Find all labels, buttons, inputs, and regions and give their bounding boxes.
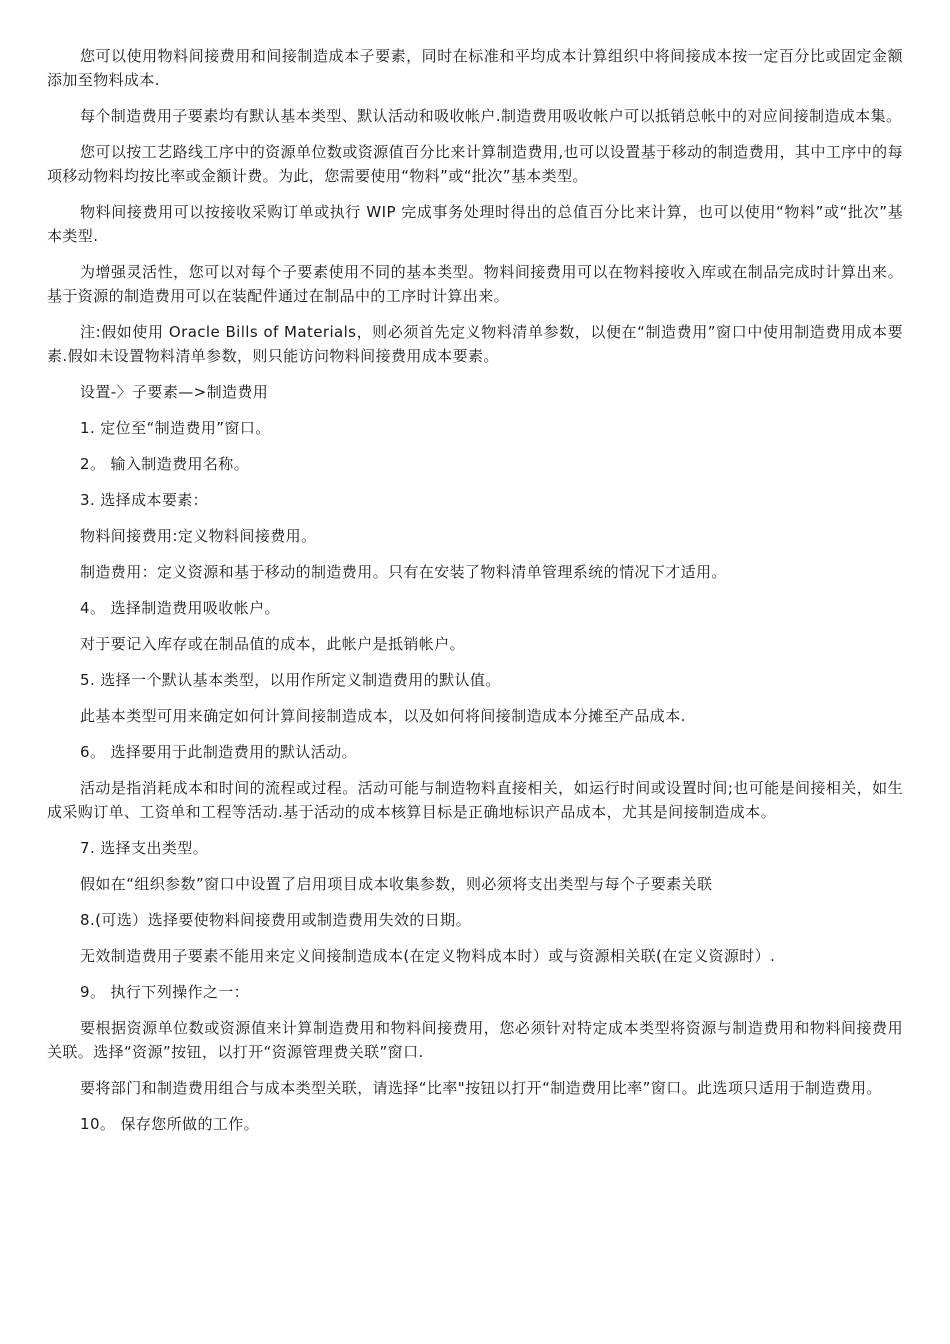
note-paragraph: 注:假如使用 Oracle Bills of Materials，则必须首先定义物料清单参数，以便在“制造费用”窗口中使用制造费用成本要素.假如未设置物料清单参数，则只能访问物料间接费用成本要素。 [47,323,903,365]
step-6-detail: 活动是指消耗成本和时间的流程或过程。活动可能与制造物料直接相关，如运行时间或设置时间;也可能是间接相关，如生成采购订单、工资单和工程等活动.基于活动的成本核算目标是正确地标识产品成本，尤其是间接制造成本。 [47,779,903,821]
menu-path: 设置-〉子要素—>制造费用 [80,383,269,401]
step-9-option-rates: 要将部门和制造费用组合与成本类型关联，请选择“比率"按钮以打开“制造费用比率”窗口。此选项只适用于制造费用。 [80,1079,882,1097]
step-2: 2。 输入制造费用名称。 [80,455,250,473]
paragraph: 物料间接费用可以按接收采购订单或执行 WIP 完成事务处理时得出的总值百分比来计算，也可以使用“物料”或“批次”基本类型. [47,203,903,245]
step-3-option-material-overhead: 物料间接费用:定义物料间接费用。 [80,527,317,545]
paragraph: 每个制造费用子要素均有默认基本类型、默认活动和吸收帐户.制造费用吸收帐户可以抵销总帐中的对应间接制造成本集。 [80,107,902,125]
step-6: 6。 选择要用于此制造费用的默认活动。 [80,743,357,761]
step-9-option-resources: 要根据资源单位数或资源值来计算制造费用和物料间接费用，您必须针对特定成本类型将资源与制造费用和物料间接费用关联。选择“资源”按钮，以打开“资源管理费关联”窗口. [47,1019,903,1061]
step-7-detail: 假如在“组织参数”窗口中设置了启用项目成本收集参数，则必须将支出类型与每个子要素关联 [80,875,713,893]
paragraph: 您可以使用物料间接费用和间接制造成本子要素，同时在标准和平均成本计算组织中将间接成本按一定百分比或固定金额添加至物料成本. [47,47,903,89]
step-8: 8.(可选）选择要使物料间接费用或制造费用失效的日期。 [80,911,471,929]
document-body [47,44,903,1148]
step-8-detail: 无效制造费用子要素不能用来定义间接制造成本(在定义物料成本时）或与资源相关联(在定义资源时）. [80,947,776,965]
step-3-option-overhead: 制造费用：定义资源和基于移动的制造费用。只有在安装了物料清单管理系统的情况下才适用。 [80,563,727,581]
paragraph: 您可以按工艺路线工序中的资源单位数或资源值百分比来计算制造费用,也可以设置基于移动的制造费用，其中工序中的每项移动物料均按比率或金额计费。为此，您需要使用“物料”或“批次”基本类型。 [47,143,903,185]
step-5: 5. 选择一个默认基本类型，以用作所定义制造费用的默认值。 [80,671,501,689]
step-5-detail: 此基本类型可用来确定如何计算间接制造成本，以及如何将间接制造成本分摊至产品成本. [80,707,686,725]
step-4-detail: 对于要记入库存或在制品值的成本，此帐户是抵销帐户。 [80,635,466,653]
step-4: 4。 选择制造费用吸收帐户。 [80,599,280,617]
paragraph: 为增强灵活性，您可以对每个子要素使用不同的基本类型。物料间接费用可以在物料接收入库或在制品完成时计算出来。基于资源的制造费用可以在装配件通过在制品中的工序时计算出来。 [47,263,903,305]
step-7: 7. 选择支出类型。 [80,839,209,857]
step-1: 1. 定位至“制造费用”窗口。 [80,419,271,437]
step-10: 10。 保存您所做的工作。 [80,1115,260,1133]
step-9: 9。 执行下列操作之一： [80,983,250,1001]
step-3: 3. 选择成本要素： [80,491,209,509]
